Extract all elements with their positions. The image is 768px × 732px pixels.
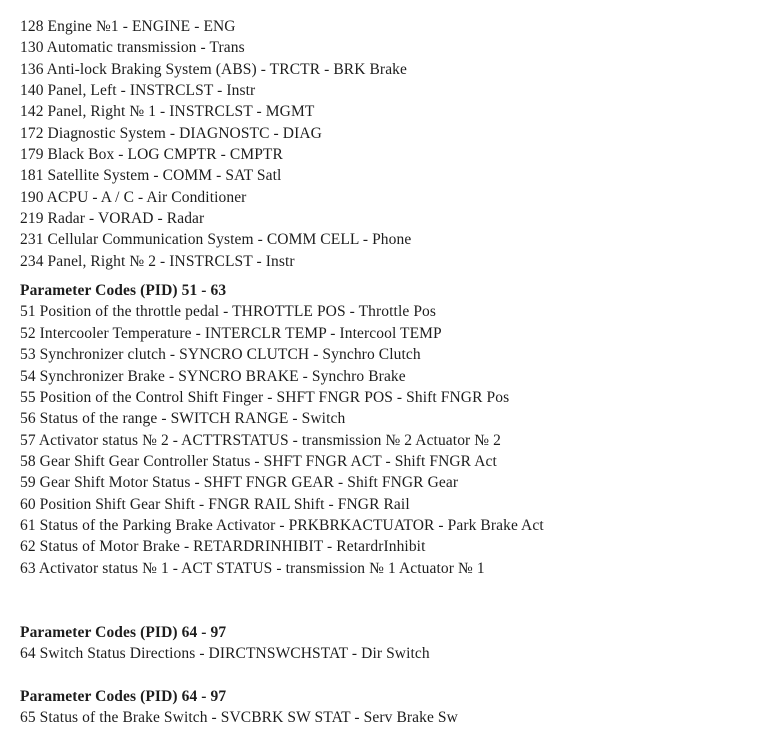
- code-line: 56 Status of the range - SWITCH RANGE - Switch: [20, 410, 346, 428]
- code-line: 57 Activator status № 2 - ACTTRSTATUS - transmission № 2 Actuator № 2: [20, 431, 501, 449]
- code-line: 142 Panel, Right № 1 - INSTRCLST - MGMT: [20, 103, 315, 121]
- code-line: 234 Panel, Right № 2 - INSTRCLST - Instr: [20, 252, 295, 270]
- code-line: 61 Status of the Parking Brake Activator - PRKBRKACTUATOR - Park Brake Act: [20, 516, 544, 534]
- pid-64-97-second-list: [20, 707, 758, 728]
- code-line: 54 Synchronizer Brake - SYNCRO BRAKE - Synchro Brake: [20, 367, 406, 385]
- code-line: 136 Anti-lock Braking System (ABS) - TRCTR - BRK Brake: [20, 60, 408, 78]
- code-line: 62 Status of Motor Brake - RETARDRINHIBIT - RetardrInhibit: [20, 538, 426, 556]
- section-heading-pid-51-63: Parameter Codes (PID) 51 - 63: [20, 282, 227, 300]
- code-line: 51 Position of the throttle pedal - THROTTLE POS - Throttle Pos: [20, 303, 437, 321]
- mid-code-list: [20, 16, 758, 272]
- code-line: 231 Cellular Communication System - COMM CELL - Phone: [20, 231, 412, 249]
- code-line: 172 Diagnostic System - DIAGNOSTC - DIAG: [20, 124, 322, 142]
- code-line: 130 Automatic transmission - Trans: [20, 39, 245, 57]
- code-line: 52 Intercooler Temperature - INTERCLR TEMP - Intercool TEMP: [20, 324, 442, 342]
- section-heading-pid-64-97-second: Parameter Codes (PID) 64 - 97: [20, 688, 227, 706]
- code-line: 190 ACPU - A / C - Air Conditioner: [20, 188, 247, 206]
- code-line: 53 Synchronizer clutch - SYNCRO CLUTCH - Synchro Clutch: [20, 346, 421, 364]
- code-line: 140 Panel, Left - INSTRCLST - Instr: [20, 82, 256, 100]
- pid-51-63-list: [20, 301, 758, 578]
- code-line: 128 Engine №1 - ENGINE - ENG: [20, 18, 236, 35]
- code-line: 63 Activator status № 1 - ACT STATUS - transmission № 1 Actuator № 1: [20, 559, 485, 577]
- code-line: 60 Position Shift Gear Shift - FNGR RAIL Shift - FNGR Rail: [20, 495, 410, 513]
- code-line: 219 Radar - VORAD - Radar: [20, 210, 205, 228]
- code-line: 64 Switch Status Directions - DIRCTNSWCHSTAT - Dir Switch: [20, 645, 430, 663]
- code-line: 65 Status of the Brake Switch - SVCBRK SW STAT - Serv Brake Sw: [20, 709, 458, 727]
- code-line: 181 Satellite System - COMM - SAT Satl: [20, 167, 282, 185]
- code-line: 179 Black Box - LOG CMPTR - CMPTR: [20, 146, 283, 164]
- code-line: 58 Gear Shift Gear Controller Status - SHFT FNGR ACT - Shift FNGR Act: [20, 452, 497, 470]
- section-heading-pid-64-97-first: Parameter Codes (PID) 64 - 97: [20, 623, 227, 641]
- code-line: 55 Position of the Control Shift Finger - SHFT FNGR POS - Shift FNGR Pos: [20, 388, 510, 406]
- code-line: 59 Gear Shift Motor Status - SHFT FNGR GEAR - Shift FNGR Gear: [20, 474, 459, 492]
- pid-64-97-first-list: [20, 643, 758, 664]
